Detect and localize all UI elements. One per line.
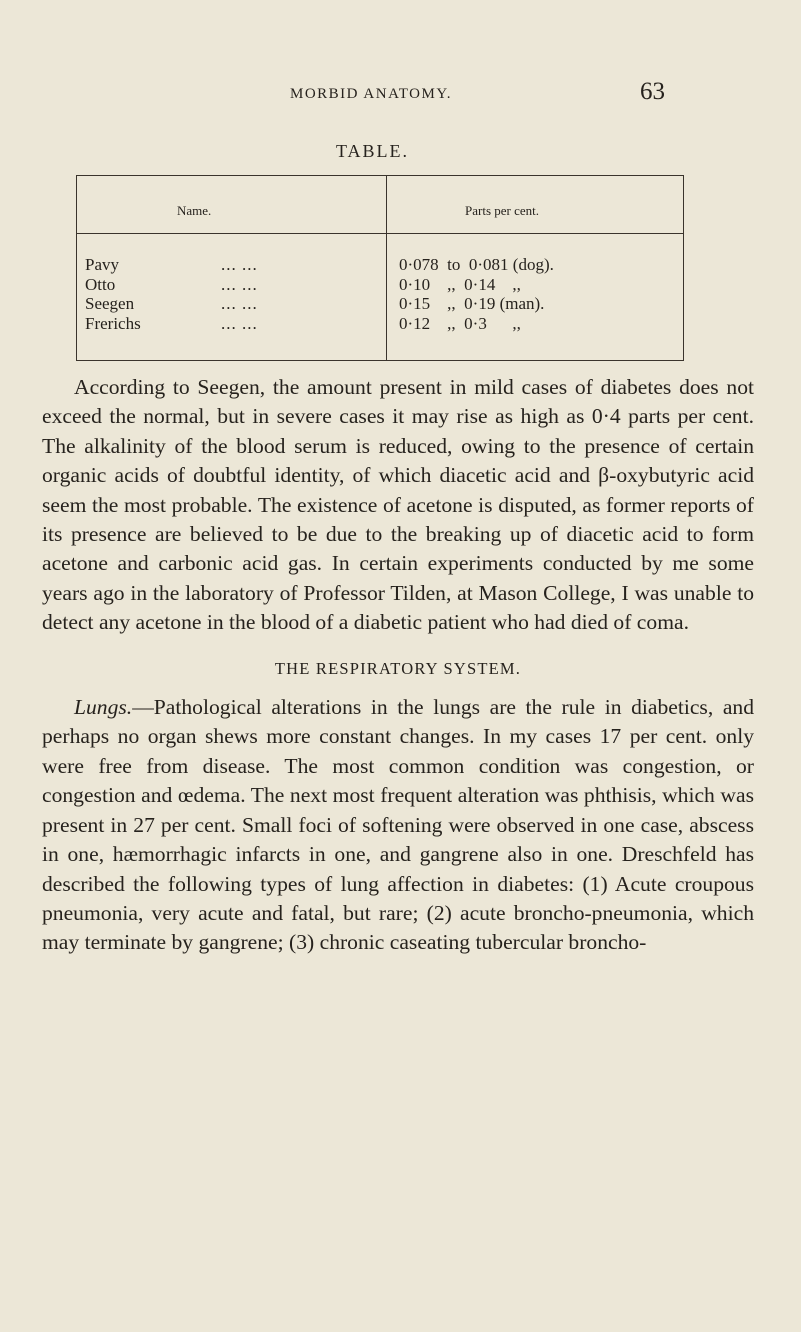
leader-dots: ... ...	[221, 255, 258, 274]
table-row	[85, 255, 380, 275]
table-name-column	[85, 255, 380, 333]
body-text	[42, 373, 754, 958]
table-row	[85, 275, 380, 295]
row-name: Otto	[85, 274, 116, 294]
page-number: 63	[640, 78, 665, 105]
table-row	[85, 294, 380, 314]
table-column-rule	[386, 175, 387, 360]
row-value: 0·15 ,, 0·19 (man).	[399, 294, 545, 313]
paragraph-lungs-text: —Pathological alterations in the lungs are the rule in diabetics, and perhaps no organ shews more constant changes. In my cases 17 per cent. only were free from disease. The most common condition was congestion, or congestion and œdema. The next most frequent alteration was phthisis, which was present in 27 per cent. Small foci of softening were observed in one case, abscess in one, hæmorrhagic infarcts in one, and gangrene also in one. Dreschfeld has described the following types of lung affection in diabetes: (1) Acute croupous pneumonia, very acute and fatal, but rare; (2) acute broncho-pneumonia, which may terminate by gangrene; (3) chronic caseating tubercular broncho-	[42, 695, 754, 955]
table-value-column	[399, 255, 679, 333]
column-header-name: Name.	[177, 203, 212, 218]
table-top-rule	[77, 175, 683, 176]
row-value: 0·10 ,, 0·14 ,,	[399, 274, 521, 294]
row-name: Seegen	[85, 294, 135, 313]
section-heading: THE RESPIRATORY SYSTEM.	[274, 658, 522, 678]
leader-dots: ... ...	[221, 294, 258, 313]
data-table	[76, 175, 684, 361]
table-row	[85, 314, 380, 334]
running-head: MORBID ANATOMY.	[290, 86, 452, 102]
paragraph-lead-italic: Lungs.	[74, 695, 133, 720]
row-value: 0·078 to 0·081 (dog).	[399, 255, 554, 274]
leader-dots: ... ...	[221, 313, 258, 333]
row-name: Frerichs	[85, 313, 141, 333]
row-name: Pavy	[85, 255, 119, 274]
table-caption: TABLE.	[336, 141, 410, 161]
leader-dots: ... ...	[221, 274, 258, 294]
paragraph-blood: According to Seegen, the amount present in mild cases of diabetes does not exceed the normal, but in severe cases it may rise as high as 0·4 parts per cent. The alkalinity of the blood serum is reduced, owing to the presence of certain organic acids of doubtful identity, of which diacetic acid and β-oxybutyric acid seem the most probable. The existence of acetone is disputed, as former reports of its presence are believed to be due to the breaking up of diacetic acid to form acetone and carbonic acid gas. In certain experiments conducted by me some years ago in the laboratory of Professor Tilden, at Mason College, I was unable to detect any acetone in the blood of a diabetic patient who had died of coma.	[42, 375, 754, 635]
paragraph-lungs	[42, 693, 754, 958]
column-header-parts: Parts per cent.	[465, 203, 540, 218]
row-value: 0·12 ,, 0·3 ,,	[399, 313, 521, 333]
table-header-rule	[77, 233, 683, 234]
